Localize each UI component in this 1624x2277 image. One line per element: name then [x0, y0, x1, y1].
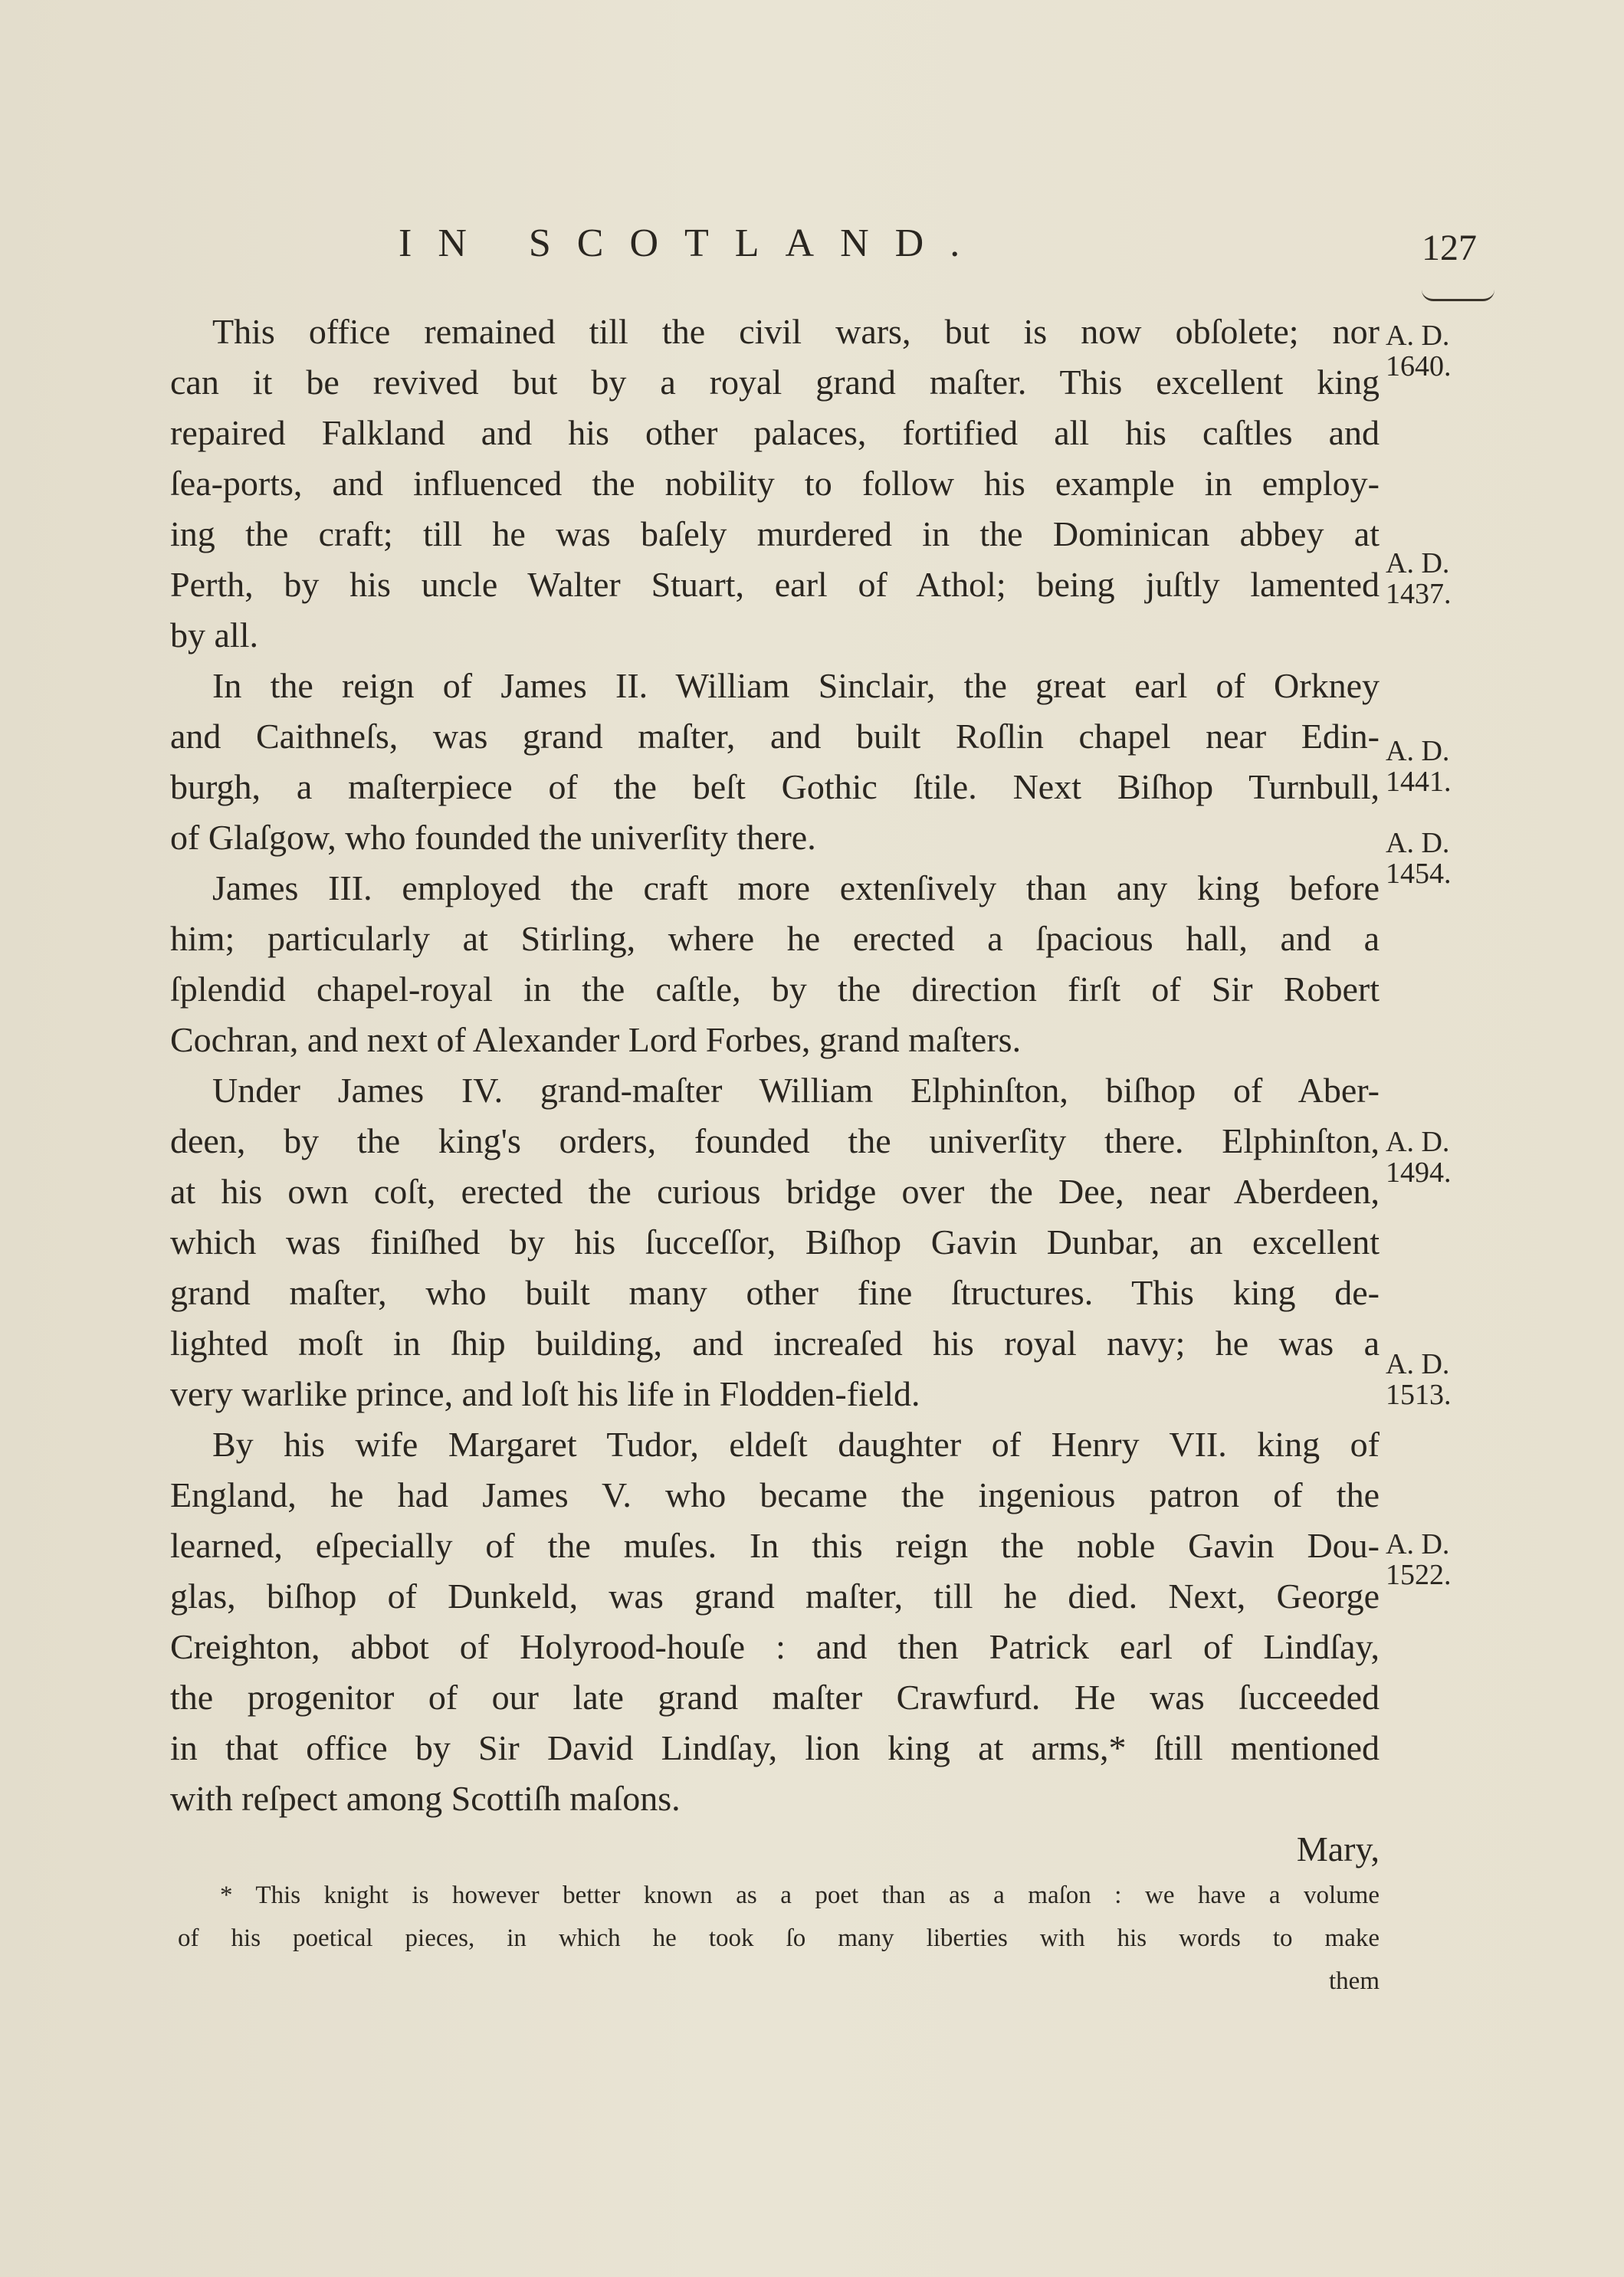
text-line: glas, biſhop of Dunkeld, was grand maſter, till he died. Next, George: [170, 1577, 1380, 1616]
text-line: which was finiſhed by his ſucceſſor, Biſhop Gavin Dunbar, an excellent: [170, 1222, 1380, 1262]
margin-year: 1513.: [1386, 1379, 1452, 1411]
footnote-line: of his poetical pieces, in which he took ſo many liberties with his words to make: [178, 1924, 1380, 1952]
text-line: Creighton, abbot of Holyrood-houſe : and then Patrick earl of Lindſay,: [170, 1627, 1380, 1666]
footnote: [178, 1874, 1380, 2003]
margin-year: 1454.: [1386, 858, 1452, 890]
margin-year: 1522.: [1386, 1559, 1452, 1591]
text-line: Cochran, and next of Alexander Lord Forbes, grand maſters.: [170, 1020, 1022, 1059]
text-line: ſea-ports, and influenced the nobility to follow his example in employ-: [170, 464, 1380, 503]
text-line: at his own coſt, erected the curious bridge over the Dee, near Aberdeen,: [170, 1172, 1380, 1211]
margin-era: A. D.: [1386, 547, 1450, 579]
text-line: ſplendid chapel-royal in the caſtle, by the direction firſt of Sir Robert: [170, 970, 1380, 1009]
main-text: [170, 307, 1380, 1875]
margin-date-note: [1386, 1529, 1452, 1590]
text-line: him; particularly at Stirling, where he erected a ſpacious hall, and a: [170, 919, 1380, 958]
margin-date-note: [1386, 1349, 1452, 1410]
text-line: in that office by Sir David Lindſay, lion king at arms,* ſtill mentioned: [170, 1728, 1380, 1767]
text-line: very warlike prince, and loſt his life in Flodden-field.: [170, 1374, 920, 1413]
page-number: 127: [1422, 228, 1477, 268]
footnote-line: * This knight is however better known as a poet than as a maſon : we have a volume: [220, 1882, 1380, 1909]
margin-date-note: [1386, 1127, 1452, 1188]
margin-era: A. D.: [1386, 1126, 1450, 1158]
text-line: with reſpect among Scottiſh maſons.: [170, 1779, 681, 1818]
text-line: This office remained till the civil wars, but is now obſolete; nor: [212, 312, 1380, 351]
text-line: of Glaſgow, who founded the univerſity there.: [170, 818, 816, 857]
text-line: James III. employed the craft more extenſively than any king before: [212, 868, 1380, 907]
text-line: England, he had James V. who became the ingenious patron of the: [170, 1475, 1380, 1514]
margin-year: 1437.: [1386, 578, 1452, 610]
margin-date-note: [1386, 736, 1452, 797]
margin-era: A. D.: [1386, 1528, 1450, 1560]
text-line: ing the craft; till he was baſely murdered in the Dominican abbey at: [170, 514, 1380, 553]
text-line: the progenitor of our late grand maſter Crawfurd. He was ſucceeded: [170, 1678, 1380, 1717]
text-line: burgh, a maſterpiece of the beſt Gothic ſtile. Next Biſhop Turnbull,: [170, 767, 1380, 806]
margin-year: 1494.: [1386, 1157, 1452, 1189]
footnote-line: them: [1329, 1967, 1380, 1995]
text-line: repaired Falkland and his other palaces, fortified all his caſtles and: [170, 413, 1380, 452]
text-line: can it be revived but by a royal grand maſter. This excellent king: [170, 363, 1380, 402]
margin-era: A. D.: [1386, 320, 1450, 352]
text-line: Perth, by his uncle Walter Stuart, earl of Athol; being juſtly lamented: [170, 565, 1380, 604]
text-line: lighted moſt in ſhip building, and increaſed his royal navy; he was a: [170, 1324, 1380, 1363]
margin-date-note: [1386, 320, 1452, 382]
margin-era: A. D.: [1386, 1348, 1450, 1380]
text-line: learned, eſpecially of the muſes. In this reign the noble Gavin Dou-: [170, 1526, 1380, 1565]
text-line: In the reign of James II. William Sinclair, the great earl of Orkney: [212, 666, 1380, 705]
margin-year: 1640.: [1386, 350, 1452, 382]
text-line: Under James IV. grand-maſter William Elphinſton, biſhop of Aber-: [212, 1071, 1380, 1110]
text-line: by all.: [170, 615, 258, 655]
margin-date-note: [1386, 548, 1452, 609]
margin-era: A. D.: [1386, 827, 1450, 859]
text-line: By his wife Margaret Tudor, eldeſt daughter of Henry VII. king of: [212, 1425, 1380, 1464]
catchword: Mary,: [1296, 1829, 1380, 1869]
text-line: and Caithneſs, was grand maſter, and built Roſlin chapel near Edin-: [170, 717, 1380, 756]
running-title: IN SCOTLAND.: [399, 221, 986, 265]
page-number-flourish: [1422, 290, 1494, 301]
text-line: deen, by the king's orders, founded the univerſity there. Elphinſton,: [170, 1121, 1380, 1160]
margin-era: A. D.: [1386, 735, 1450, 767]
margin-date-note: [1386, 828, 1452, 889]
margin-year: 1441.: [1386, 766, 1452, 798]
text-line: grand maſter, who built many other fine ſtructures. This king de-: [170, 1273, 1380, 1312]
